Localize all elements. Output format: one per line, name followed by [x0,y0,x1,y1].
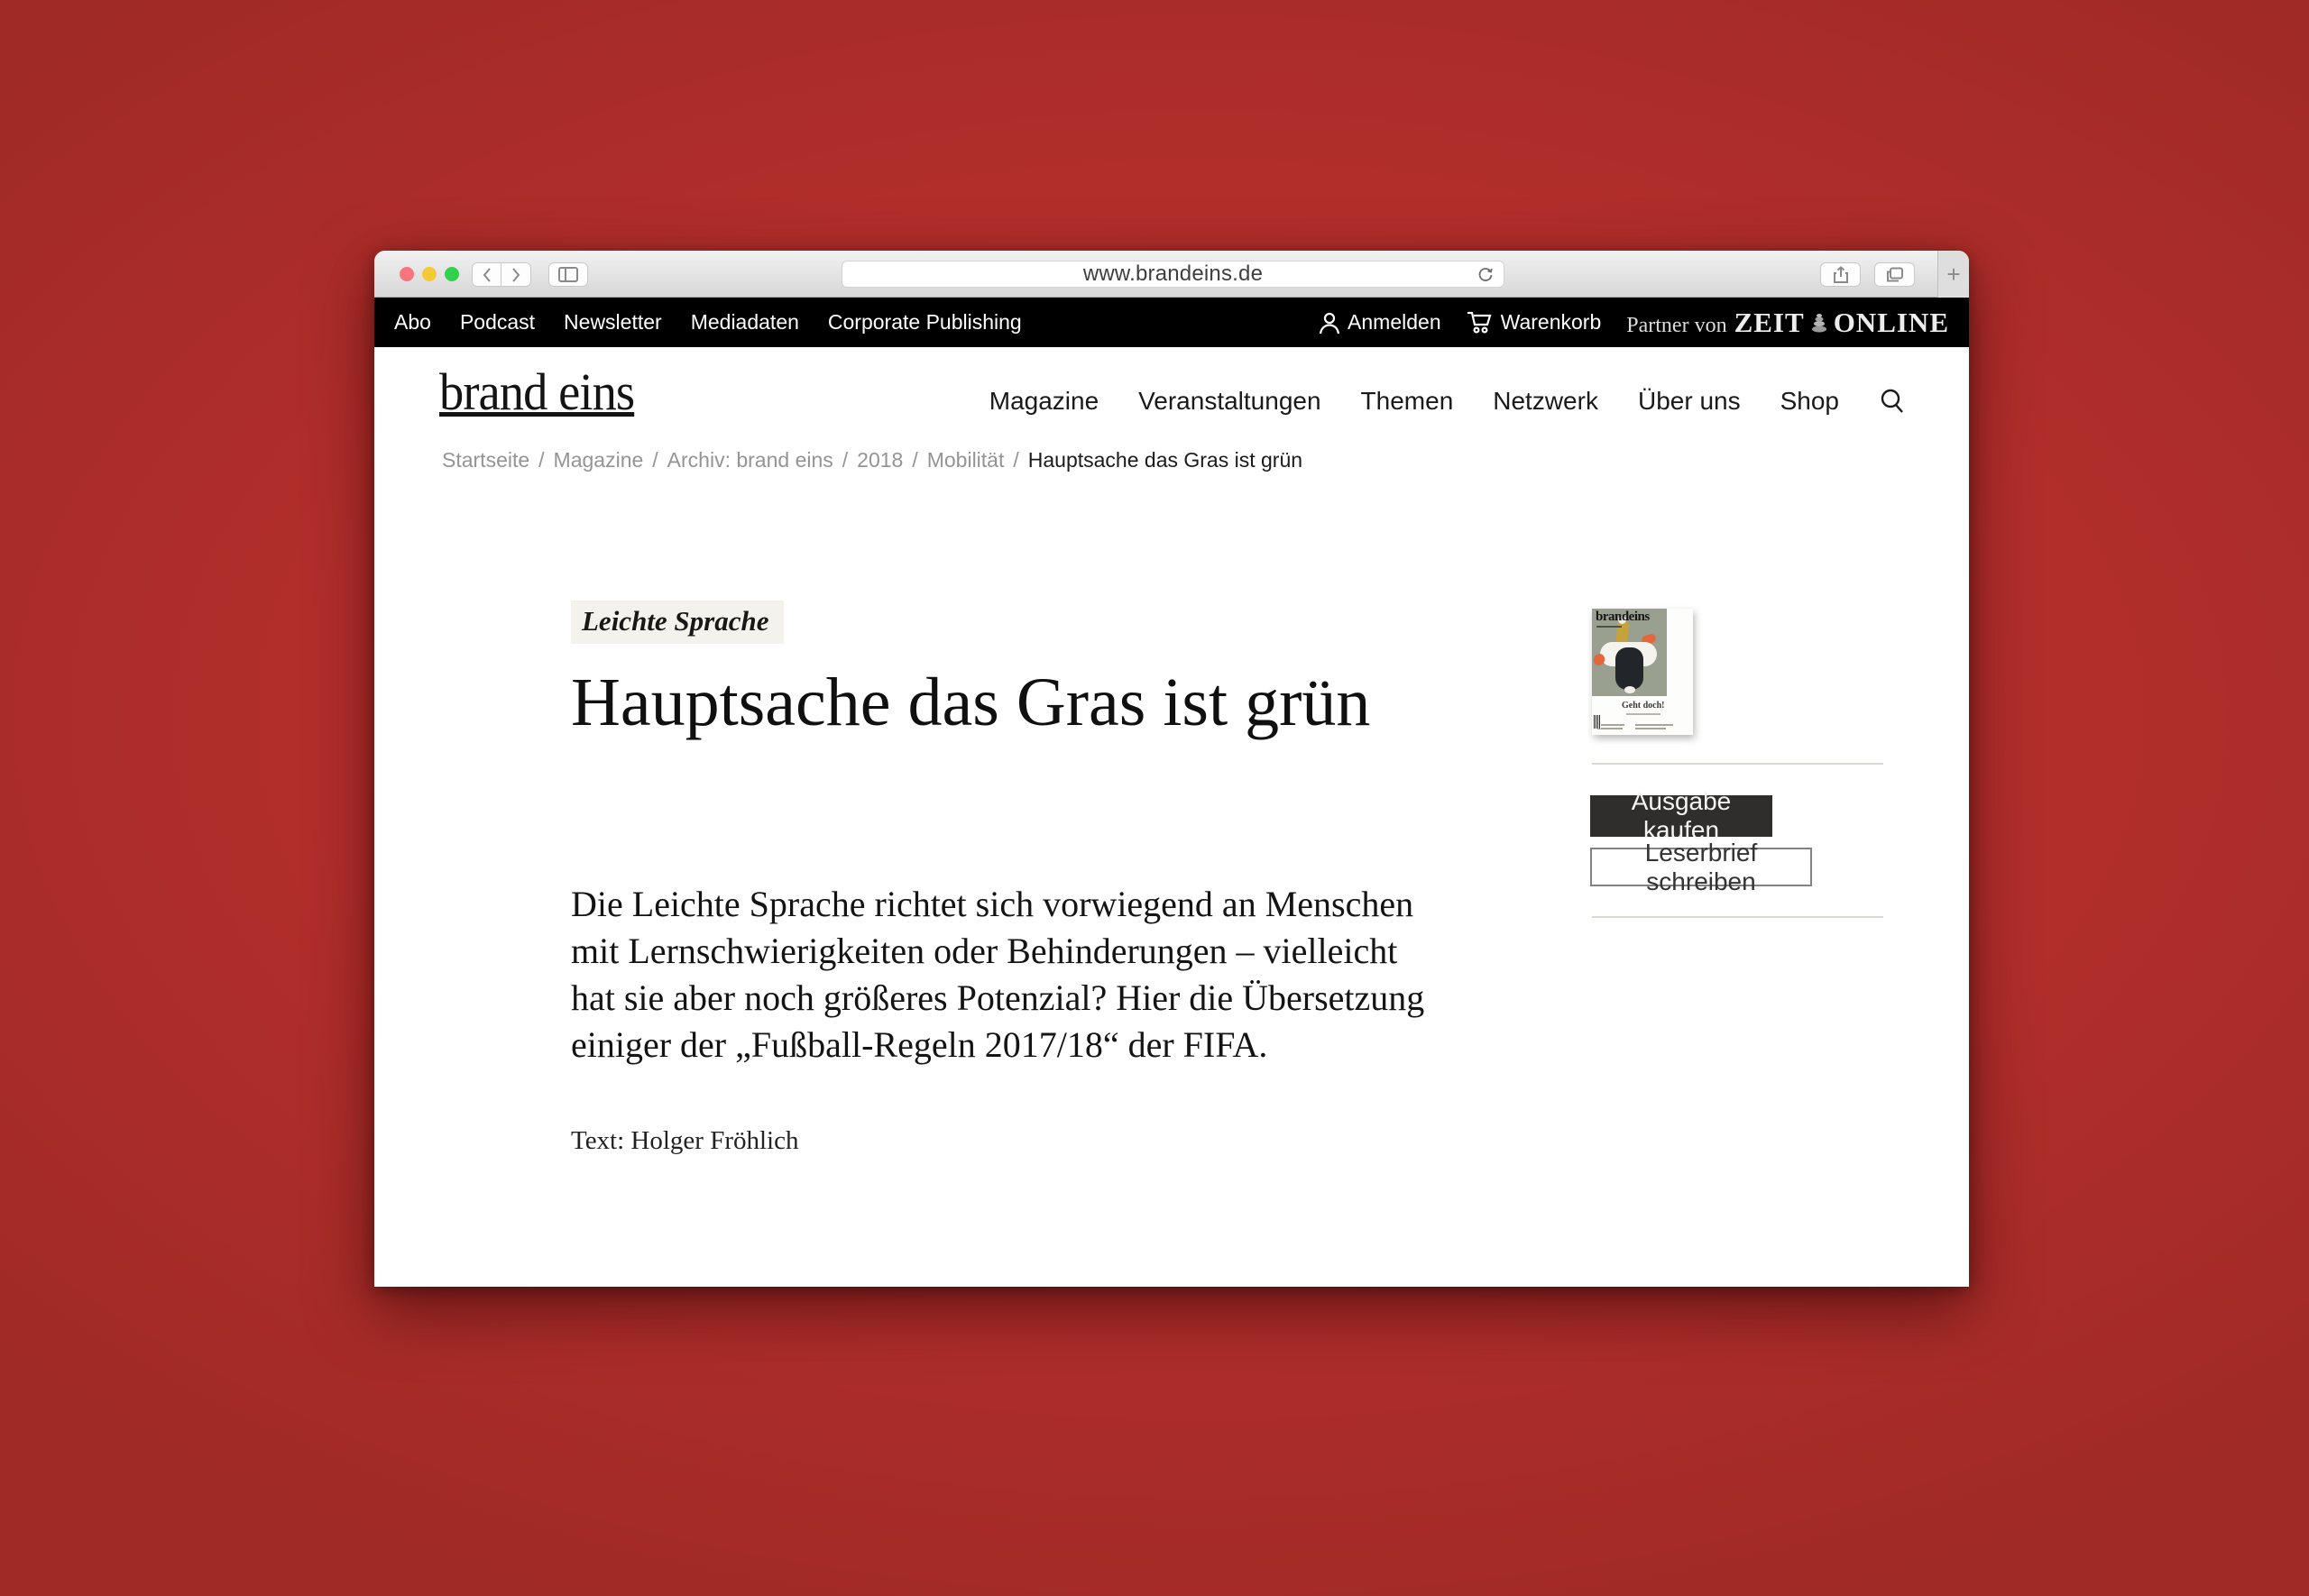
search-button[interactable] [1879,388,1906,415]
page-content [374,347,1969,1287]
sidebar-divider-bottom [1592,916,1883,918]
nav-shop[interactable]: Shop [1780,387,1839,415]
sidebar-toggle-icon [558,267,578,282]
breadcrumb-separator: / [1013,448,1019,472]
nav-netzwerk[interactable]: Netzwerk [1493,387,1598,415]
breadcrumb [442,448,1302,472]
breadcrumb-mobilitaet[interactable]: Mobilität [926,448,1005,472]
cover-masthead: brandeins [1596,610,1650,624]
cover-teaser-line [1635,728,1666,729]
new-tab-button[interactable] [1937,251,1969,298]
tab-overview-icon [1886,267,1904,283]
nav-ueber-uns[interactable]: Über uns [1637,387,1741,415]
user-icon [1319,311,1340,335]
breadcrumb-separator: / [842,448,849,472]
zeit-wordmark: ZEIT [1734,306,1805,338]
buy-issue-button[interactable]: Ausgabe kaufen [1590,795,1772,837]
partner-logo[interactable] [1626,307,1949,339]
topbar-account [1319,307,1949,339]
cover-teaser-line [1597,728,1623,729]
breadcrumb-magazine[interactable]: Magazine [553,448,644,472]
plus-icon: + [1946,260,1961,288]
forward-chevron-icon [510,267,522,283]
partner-prefix: Partner von [1626,313,1727,337]
search-icon [1879,388,1906,415]
nav-themen[interactable]: Themen [1360,387,1454,415]
traffic-lights [400,267,459,281]
write-letter-button[interactable]: Leserbrief schreiben [1590,848,1812,886]
article-title: Hauptsache das Gras ist grün [571,665,1371,740]
cover-issue-title: Geht doch! [1622,701,1665,711]
breadcrumb-current: Hauptsache das Gras ist grün [1027,448,1303,472]
site-topbar [374,298,1969,347]
topbar-item-mediadaten[interactable]: Mediadaten [690,310,799,334]
cart-icon [1467,310,1494,335]
browser-window [374,251,1969,1287]
article-kicker: Leichte Sprache [571,601,784,644]
topbar-item-newsletter[interactable]: Newsletter [564,310,662,334]
article-intro: Die Leichte Sprache richtet sich vorwiegend an Menschen mit Lernschwierigkeiten oder Behinderungen – vielleicht hat sie aber noch größeres Potenzial? Hier die Übersetzung einiger der „Fußball-Regeln 2017/18“ der FIFA. [571,884,1425,1065]
cover-teaser-line [1597,724,1624,726]
breadcrumb-separator: / [912,448,918,472]
breadcrumb-separator: / [538,448,545,472]
breadcrumb-archiv[interactable]: Archiv: brand eins [667,448,833,472]
forward-button[interactable] [501,262,531,287]
url-text: www.brandeins.de [1082,261,1264,286]
cover-teaser-line [1635,724,1673,726]
cart-label: Warenkorb [1500,310,1602,334]
minimize-window-button[interactable] [422,267,437,281]
nav-magazine[interactable]: Magazine [989,387,1099,415]
cover-masthead-subline [1596,626,1622,628]
back-chevron-icon [481,267,493,283]
article-byline: Text: Holger Fröhlich [571,1126,799,1155]
zeit-emblem-icon [1810,313,1828,333]
topbar-item-abo[interactable]: Abo [394,310,431,334]
topbar-links [394,310,1022,335]
cover-shape-body [1615,647,1643,690]
cover-issue-subline [1626,713,1660,715]
topbar-item-corporate-publishing[interactable]: Corporate Publishing [827,310,1022,334]
breadcrumb-startseite[interactable]: Startseite [442,448,530,472]
main-navigation [989,387,1906,416]
sidebar-divider-top [1592,763,1883,765]
share-button[interactable] [1820,262,1861,287]
magazine-cover-thumbnail[interactable] [1592,609,1693,735]
breadcrumb-separator: / [652,448,658,472]
address-bar[interactable] [842,261,1504,288]
online-wordmark: ONLINE [1833,306,1949,338]
brandeins-logo[interactable]: brand eins [439,362,635,421]
topbar-item-podcast[interactable]: Podcast [459,310,536,334]
share-icon [1833,266,1849,284]
browser-titlebar [374,251,1969,298]
cover-barcode [1594,715,1601,729]
nav-veranstaltungen[interactable]: Veranstaltungen [1138,387,1321,415]
login-label: Anmelden [1348,310,1441,334]
close-window-button[interactable] [400,267,414,281]
sidebar-toggle-button[interactable] [548,262,588,287]
breadcrumb-2018[interactable]: 2018 [857,448,904,472]
reload-icon[interactable] [1476,265,1495,285]
tab-overview-button[interactable] [1874,262,1915,287]
zoom-window-button[interactable] [445,267,459,281]
cover-shape-foot [1624,686,1635,693]
back-button[interactable] [472,262,501,287]
login-link[interactable] [1319,310,1441,335]
cart-link[interactable] [1467,310,1602,335]
